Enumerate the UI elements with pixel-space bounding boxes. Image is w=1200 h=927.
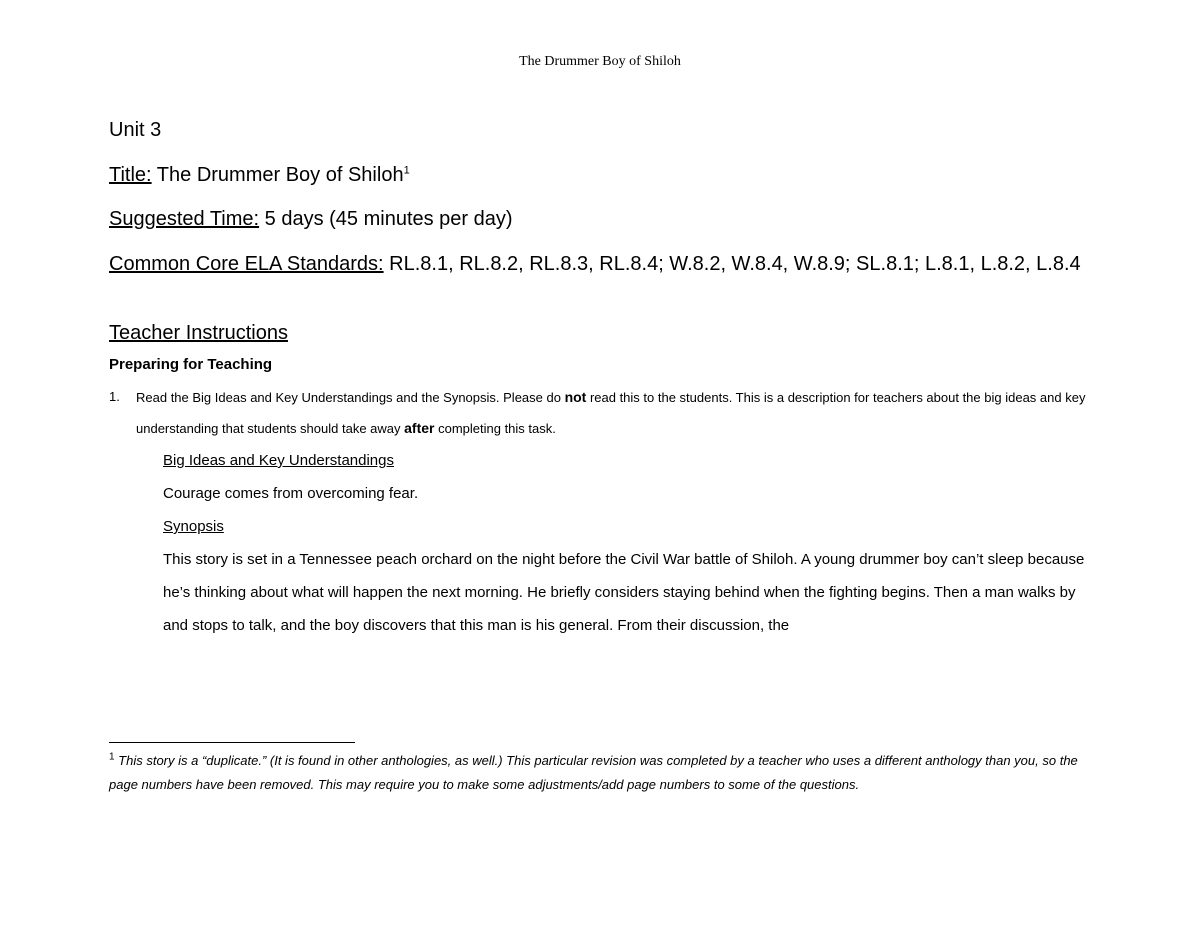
footnote-marker: 1: [109, 751, 115, 763]
teacher-instructions-heading: Teacher Instructions: [109, 322, 288, 344]
standards-line: [109, 242, 1094, 287]
synopsis-heading: Synopsis: [163, 518, 224, 535]
list-item: [109, 382, 1094, 444]
title-footnote-ref: 1: [403, 163, 410, 176]
title-value: The Drummer Boy of Shiloh: [151, 163, 404, 186]
footnote: [109, 749, 1084, 797]
title-line: [109, 153, 1094, 198]
list-item-text-b: read this to the students. This is a description for teachers about the big ideas and key understanding that students should take away: [136, 390, 1086, 436]
big-ideas-text: Courage comes from overcoming fear.: [163, 485, 419, 502]
spacer: [109, 286, 1094, 318]
synopsis-text: This story is set in a Tennessee peach orchard on the night before the Civil War battle of Shiloh. A young drummer boy can’t sleep because he’s thinking about what will happen the next morning. He briefly considers staying behind when the fighting begins. Then a man walks by and stops to talk, and the boy discovers that this man is his general. From their discussion, the: [163, 551, 1085, 634]
document-body: [109, 108, 1094, 642]
standards-value: RL.8.1, RL.8.2, RL.8.3, RL.8.4; W.8.2, W.8.4, W.8.9; SL.8.1; L.8.1, L.8.2, L.8.4: [383, 252, 1081, 275]
suggested-time-label: Suggested Time:: [109, 208, 260, 230]
instruction-list: [109, 382, 1094, 444]
title-label: Title:: [109, 163, 152, 186]
list-item-text-c: completing this task.: [434, 421, 556, 436]
running-header: The Drummer Boy of Shiloh: [519, 54, 681, 69]
item1-details: [163, 444, 1094, 642]
preparing-for-teaching-heading: Preparing for Teaching: [109, 356, 273, 373]
suggested-time-value: 5 days (45 minutes per day): [259, 208, 513, 230]
unit-label: Unit 3: [109, 119, 162, 141]
list-item-text-a: Read the Big Ideas and Key Understandings and the Synopsis. Please do: [136, 390, 565, 405]
suggested-time-line: [109, 197, 1094, 242]
list-item-bold-not: not: [564, 389, 587, 405]
list-item-number: 1.: [109, 389, 120, 404]
footnote-separator: [109, 742, 355, 743]
big-ideas-heading: Big Ideas and Key Understandings: [163, 452, 394, 469]
footnote-text: This story is a “duplicate.” (It is found in other anthologies, as well.) This particular revision was completed by a teacher who uses a different anthology than you, so the page numbers have been removed. This may require you to make some adjustments/add page numbers to some of the questions.: [109, 753, 1078, 792]
list-item-bold-after: after: [404, 420, 435, 436]
standards-label: Common Core ELA Standards:: [109, 252, 384, 275]
